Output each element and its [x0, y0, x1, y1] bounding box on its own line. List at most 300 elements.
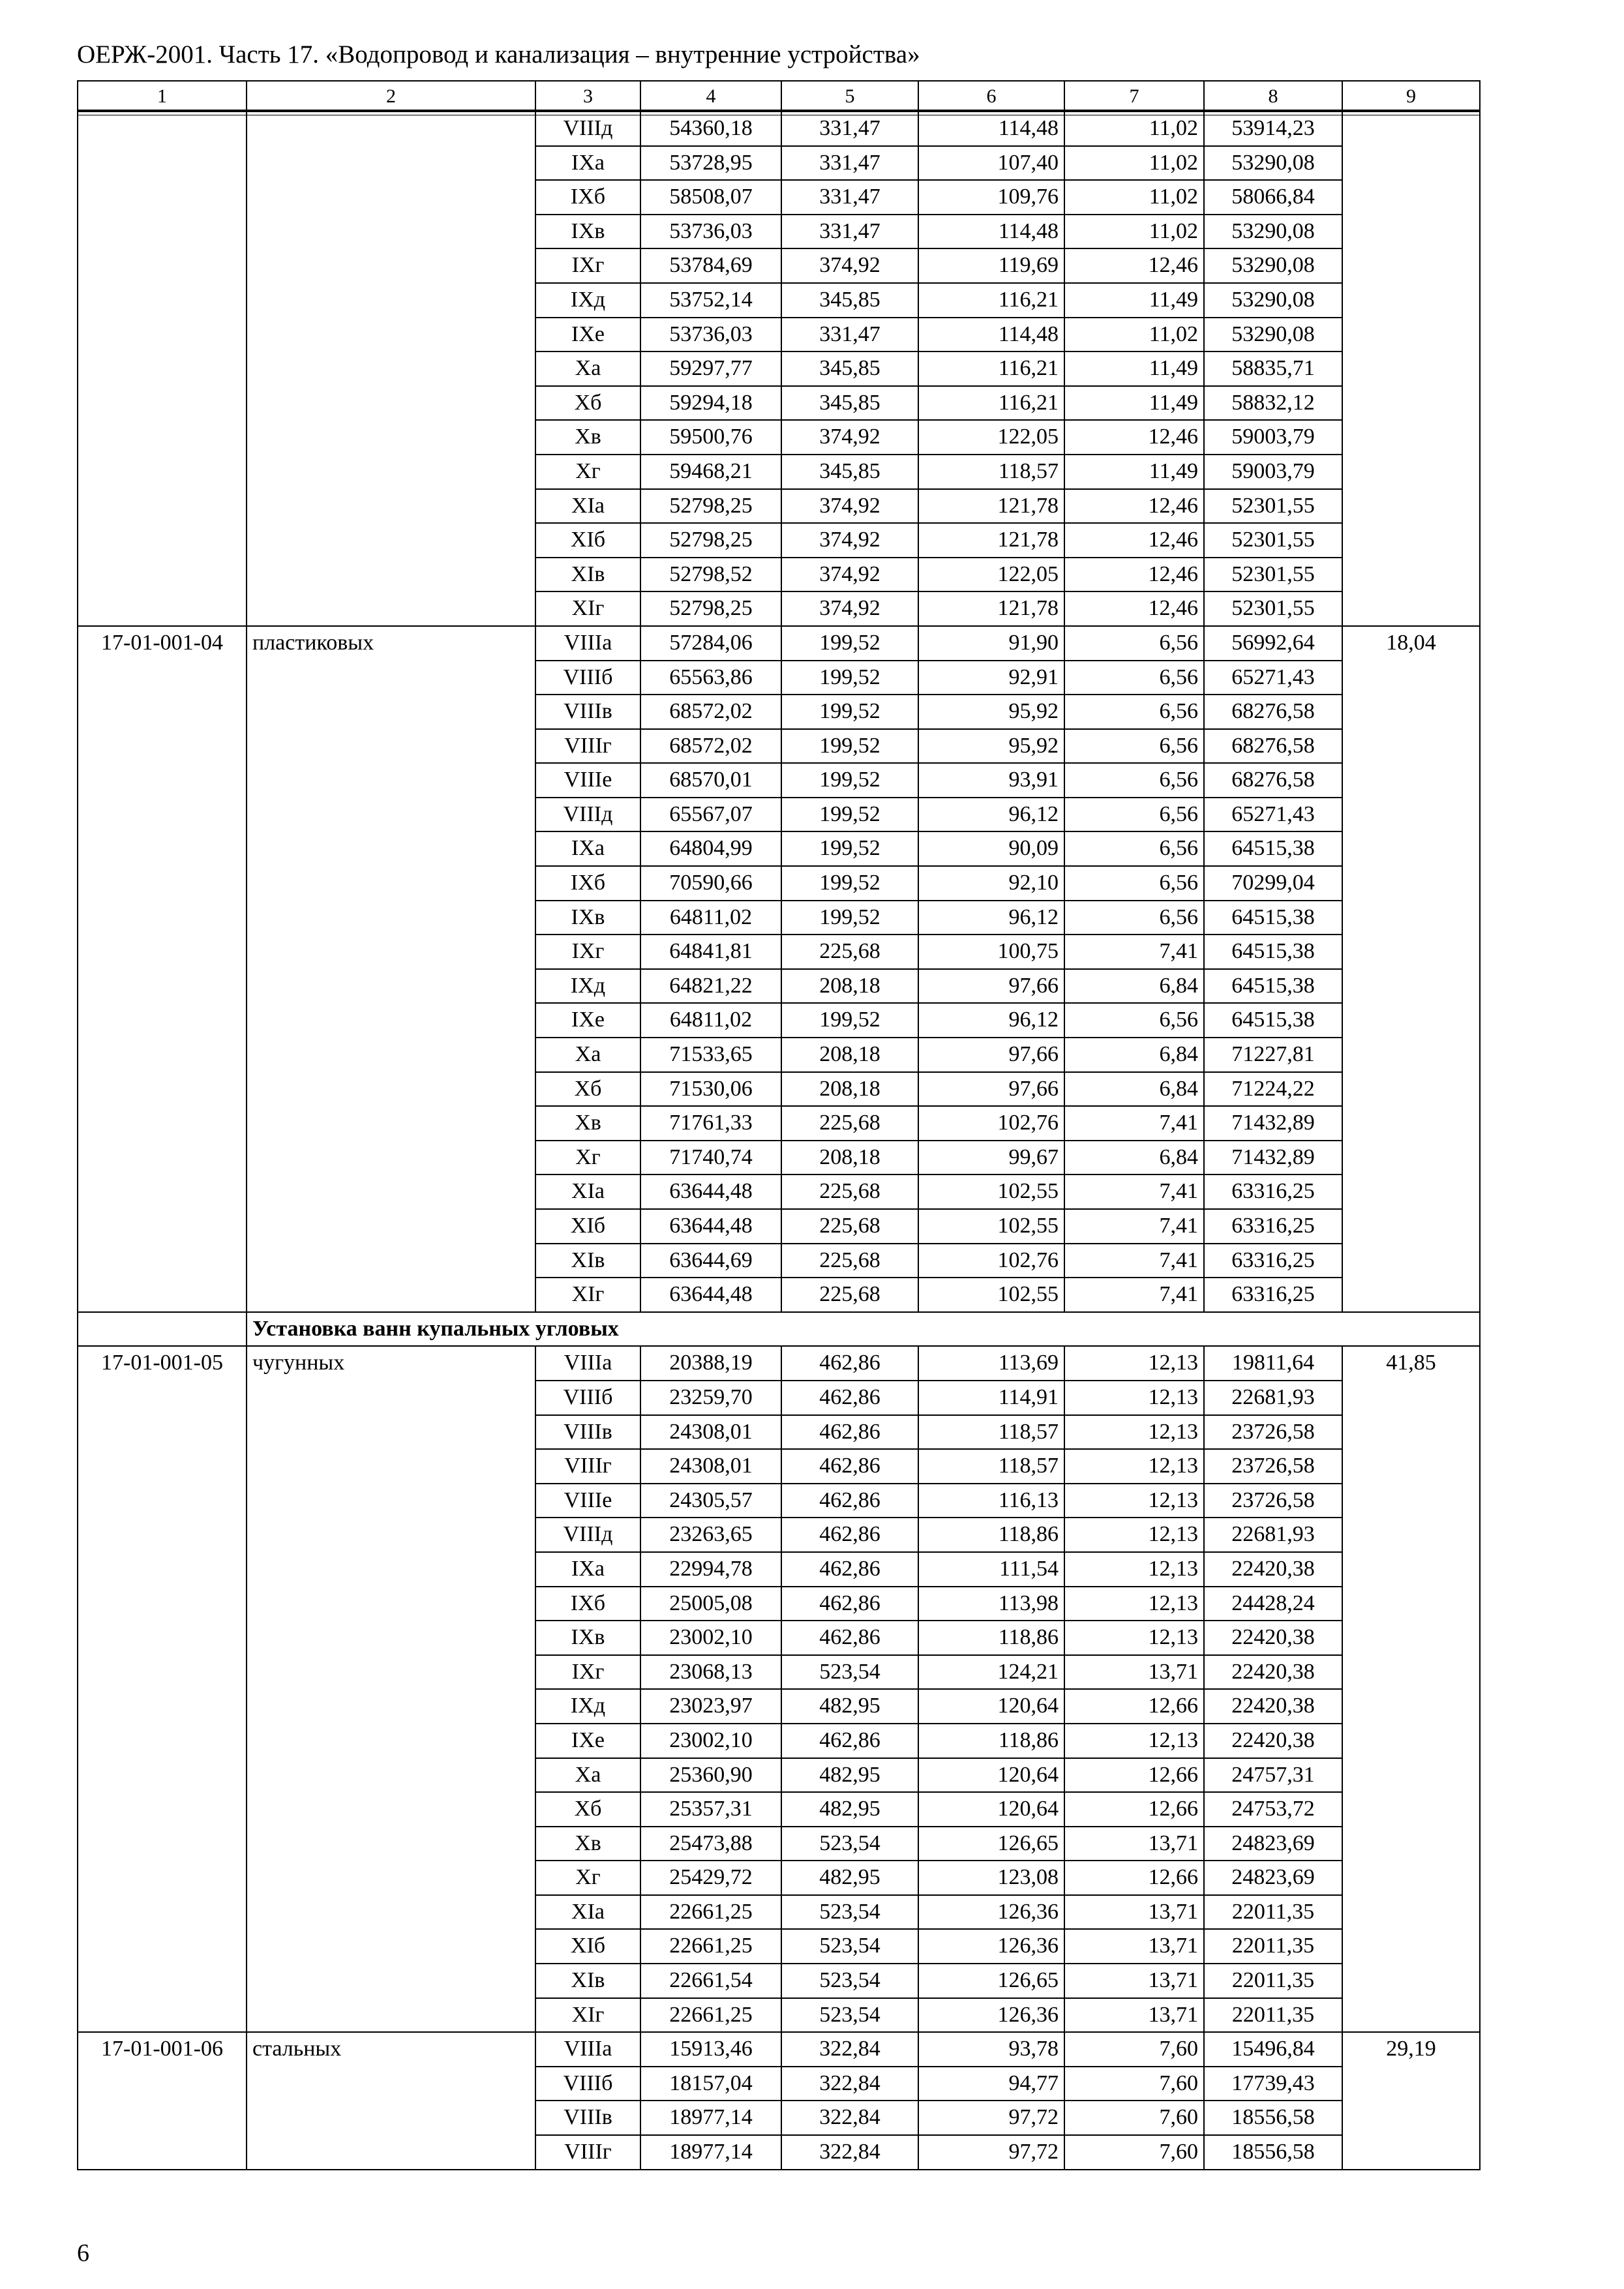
zone-cell: XIв — [535, 1964, 640, 1998]
materials-cell: 68276,58 — [1204, 729, 1342, 764]
materials-cell: 18556,58 — [1204, 2101, 1342, 2135]
total-cost-cell: 63644,48 — [640, 1209, 781, 1244]
machine-cost-cell: 97,72 — [918, 2101, 1064, 2135]
materials-cell: 19811,64 — [1204, 1346, 1342, 1381]
wage-cell: 199,52 — [781, 831, 918, 866]
zone-cell: Xг — [535, 1861, 640, 1895]
machine-cost-cell: 92,10 — [918, 866, 1064, 901]
machinist-wage-cell: 12,46 — [1064, 420, 1204, 455]
wage-cell: 462,86 — [781, 1552, 918, 1587]
zone-cell: VIIIб — [535, 661, 640, 695]
zone-cell: VIIIе — [535, 1484, 640, 1518]
item-code: 17-01-001-06 — [78, 2032, 247, 2169]
machinist-wage-cell: 12,13 — [1064, 1346, 1204, 1381]
wage-cell: 331,47 — [781, 215, 918, 249]
wage-cell: 345,85 — [781, 386, 918, 421]
total-cost-cell: 52798,25 — [640, 489, 781, 524]
machine-cost-cell: 126,36 — [918, 1895, 1064, 1930]
materials-cell: 22011,35 — [1204, 1895, 1342, 1930]
total-cost-cell: 18157,04 — [640, 2067, 781, 2101]
wage-cell: 462,86 — [781, 1621, 918, 1655]
zone-cell: XIг — [535, 1278, 640, 1312]
wage-cell: 523,54 — [781, 1998, 918, 2033]
wage-cell: 225,68 — [781, 1244, 918, 1278]
total-cost-cell: 71761,33 — [640, 1106, 781, 1141]
zone-cell: XIб — [535, 1929, 640, 1964]
materials-cell: 24753,72 — [1204, 1792, 1342, 1827]
machine-cost-cell: 121,78 — [918, 523, 1064, 558]
zone-cell: XIа — [535, 489, 640, 524]
machinist-wage-cell: 12,66 — [1064, 1689, 1204, 1724]
machinist-wage-cell: 12,46 — [1064, 523, 1204, 558]
total-cost-cell: 64811,02 — [640, 901, 781, 935]
total-cost-cell: 64804,99 — [640, 831, 781, 866]
wage-cell: 225,68 — [781, 1209, 918, 1244]
column-number: 8 — [1204, 81, 1342, 112]
machine-cost-cell: 114,48 — [918, 318, 1064, 352]
document-title: ОЕРЖ-2001. Часть 17. «Водопровод и канализация – внутренние устройства» — [77, 40, 920, 68]
total-cost-cell: 23263,65 — [640, 1518, 781, 1552]
machine-cost-cell: 118,57 — [918, 1449, 1064, 1484]
total-cost-cell: 54360,18 — [640, 112, 781, 146]
machine-cost-cell: 122,05 — [918, 420, 1064, 455]
machine-cost-cell: 120,64 — [918, 1689, 1064, 1724]
materials-cell: 71224,22 — [1204, 1072, 1342, 1107]
machine-cost-cell: 123,08 — [918, 1861, 1064, 1895]
zone-cell: VIIIе — [535, 763, 640, 798]
total-cost-cell: 63644,48 — [640, 1174, 781, 1209]
machinist-wage-cell: 12,46 — [1064, 591, 1204, 626]
wage-cell: 331,47 — [781, 318, 918, 352]
zone-cell: Xа — [535, 352, 640, 386]
table-body — [78, 81, 1480, 2170]
machine-cost-cell: 95,92 — [918, 695, 1064, 729]
machinist-wage-cell: 12,13 — [1064, 1484, 1204, 1518]
machinist-wage-cell: 6,56 — [1064, 695, 1204, 729]
zone-cell: Xб — [535, 386, 640, 421]
zone-cell: IXв — [535, 901, 640, 935]
total-cost-cell: 22661,25 — [640, 1929, 781, 1964]
total-cost-cell: 25357,31 — [640, 1792, 781, 1827]
materials-cell: 15496,84 — [1204, 2032, 1342, 2067]
machinist-wage-cell: 6,56 — [1064, 901, 1204, 935]
machinist-wage-cell: 12,46 — [1064, 558, 1204, 592]
total-cost-cell: 20388,19 — [640, 1346, 781, 1381]
zone-cell: IXе — [535, 318, 640, 352]
materials-cell: 71227,81 — [1204, 1038, 1342, 1072]
total-cost-cell: 59468,21 — [640, 455, 781, 489]
column-number: 2 — [247, 81, 535, 112]
zone-cell: IXв — [535, 215, 640, 249]
machinist-wage-cell: 11,49 — [1064, 455, 1204, 489]
machine-cost-cell: 118,57 — [918, 455, 1064, 489]
total-cost-cell: 25429,72 — [640, 1861, 781, 1895]
machinist-wage-cell: 12,66 — [1064, 1758, 1204, 1793]
machinist-wage-cell: 11,49 — [1064, 283, 1204, 318]
total-cost-cell: 63644,69 — [640, 1244, 781, 1278]
machinist-wage-cell: 12,13 — [1064, 1552, 1204, 1587]
zone-cell: XIг — [535, 1998, 640, 2033]
machinist-wage-cell: 11,02 — [1064, 146, 1204, 181]
machine-cost-cell: 97,72 — [918, 2135, 1064, 2170]
machine-cost-cell: 97,66 — [918, 1072, 1064, 1107]
machinist-wage-cell: 6,56 — [1064, 798, 1204, 832]
zone-cell: Xг — [535, 455, 640, 489]
materials-cell: 65271,43 — [1204, 798, 1342, 832]
table-row — [78, 626, 1480, 661]
materials-cell: 58835,71 — [1204, 352, 1342, 386]
table-row — [78, 1346, 1480, 1381]
section-title: Установка ванн купальных угловых — [247, 1312, 1480, 1347]
materials-cell: 24823,69 — [1204, 1861, 1342, 1895]
materials-cell: 22420,38 — [1204, 1621, 1342, 1655]
total-cost-cell: 23002,10 — [640, 1724, 781, 1758]
column-number: 6 — [918, 81, 1064, 112]
machinist-wage-cell: 11,49 — [1064, 386, 1204, 421]
total-cost-cell: 70590,66 — [640, 866, 781, 901]
materials-cell: 22420,38 — [1204, 1655, 1342, 1690]
total-cost-cell: 53736,03 — [640, 318, 781, 352]
labor-cost-cell: 18,04 — [1342, 626, 1480, 1312]
machinist-wage-cell: 6,84 — [1064, 1072, 1204, 1107]
machine-cost-cell: 120,64 — [918, 1758, 1064, 1793]
machinist-wage-cell: 7,60 — [1064, 2101, 1204, 2135]
table-row — [78, 112, 1480, 146]
total-cost-cell: 64841,81 — [640, 935, 781, 969]
zone-cell: VIIIа — [535, 2032, 640, 2067]
total-cost-cell: 63644,48 — [640, 1278, 781, 1312]
machinist-wage-cell: 12,13 — [1064, 1381, 1204, 1415]
wage-cell: 322,84 — [781, 2067, 918, 2101]
table-row — [78, 2032, 1480, 2067]
zone-cell: Xб — [535, 1072, 640, 1107]
total-cost-cell: 23023,97 — [640, 1689, 781, 1724]
zone-cell: IXа — [535, 831, 640, 866]
machinist-wage-cell: 7,41 — [1064, 935, 1204, 969]
materials-cell: 24823,69 — [1204, 1827, 1342, 1861]
materials-cell: 23726,58 — [1204, 1449, 1342, 1484]
total-cost-cell: 23068,13 — [640, 1655, 781, 1690]
total-cost-cell: 68570,01 — [640, 763, 781, 798]
wage-cell: 374,92 — [781, 420, 918, 455]
zone-cell: XIб — [535, 523, 640, 558]
materials-cell: 56992,64 — [1204, 626, 1342, 661]
page-header — [77, 37, 1479, 73]
zone-cell: IXб — [535, 1587, 640, 1621]
total-cost-cell: 59294,18 — [640, 386, 781, 421]
machinist-wage-cell: 6,56 — [1064, 626, 1204, 661]
wage-cell: 199,52 — [781, 661, 918, 695]
total-cost-cell: 25005,08 — [640, 1587, 781, 1621]
machine-cost-cell: 116,21 — [918, 352, 1064, 386]
labor-cost-cell: 29,19 — [1342, 2032, 1480, 2169]
zone-cell: IXб — [535, 180, 640, 215]
wage-cell: 199,52 — [781, 1003, 918, 1038]
machine-cost-cell: 91,90 — [918, 626, 1064, 661]
materials-cell: 22011,35 — [1204, 1998, 1342, 2033]
machinist-wage-cell: 13,71 — [1064, 1827, 1204, 1861]
total-cost-cell: 64811,02 — [640, 1003, 781, 1038]
zone-cell: IXд — [535, 969, 640, 1004]
total-cost-cell: 71740,74 — [640, 1141, 781, 1175]
wage-cell: 462,86 — [781, 1484, 918, 1518]
zone-cell: XIа — [535, 1895, 640, 1930]
total-cost-cell: 24308,01 — [640, 1415, 781, 1450]
wage-cell: 523,54 — [781, 1827, 918, 1861]
machine-cost-cell: 114,91 — [918, 1381, 1064, 1415]
zone-cell: VIIIв — [535, 1415, 640, 1450]
wage-cell: 523,54 — [781, 1964, 918, 1998]
total-cost-cell: 68572,02 — [640, 695, 781, 729]
wage-cell: 199,52 — [781, 695, 918, 729]
zone-cell: Xв — [535, 1827, 640, 1861]
total-cost-cell: 23259,70 — [640, 1381, 781, 1415]
materials-cell: 53290,08 — [1204, 283, 1342, 318]
machinist-wage-cell: 7,60 — [1064, 2067, 1204, 2101]
materials-cell: 68276,58 — [1204, 763, 1342, 798]
machine-cost-cell: 93,78 — [918, 2032, 1064, 2067]
zone-cell: Xг — [535, 1141, 640, 1175]
wage-cell: 462,86 — [781, 1346, 918, 1381]
total-cost-cell: 18977,14 — [640, 2135, 781, 2170]
machine-cost-cell: 118,57 — [918, 1415, 1064, 1450]
materials-cell: 68276,58 — [1204, 695, 1342, 729]
total-cost-cell: 58508,07 — [640, 180, 781, 215]
materials-cell: 64515,38 — [1204, 901, 1342, 935]
wage-cell: 523,54 — [781, 1895, 918, 1930]
machine-cost-cell: 96,12 — [918, 1003, 1064, 1038]
zone-cell: XIв — [535, 558, 640, 592]
machinist-wage-cell: 12,13 — [1064, 1724, 1204, 1758]
zone-cell: Xа — [535, 1758, 640, 1793]
zone-cell: XIв — [535, 1244, 640, 1278]
total-cost-cell: 53752,14 — [640, 283, 781, 318]
machinist-wage-cell: 6,84 — [1064, 1038, 1204, 1072]
materials-cell: 22420,38 — [1204, 1689, 1342, 1724]
materials-cell: 63316,25 — [1204, 1174, 1342, 1209]
wage-cell: 322,84 — [781, 2032, 918, 2067]
materials-cell: 63316,25 — [1204, 1209, 1342, 1244]
wage-cell: 482,95 — [781, 1758, 918, 1793]
materials-cell: 63316,25 — [1204, 1278, 1342, 1312]
wage-cell: 482,95 — [781, 1792, 918, 1827]
column-number-row — [78, 81, 1480, 112]
wage-cell: 225,68 — [781, 1106, 918, 1141]
zone-cell: XIг — [535, 591, 640, 626]
machine-cost-cell: 109,76 — [918, 180, 1064, 215]
machinist-wage-cell: 12,66 — [1064, 1861, 1204, 1895]
rates-table — [77, 80, 1481, 2170]
zone-cell: VIIIб — [535, 2067, 640, 2101]
wage-cell: 225,68 — [781, 935, 918, 969]
zone-cell: VIIIг — [535, 1449, 640, 1484]
zone-cell: VIIIд — [535, 112, 640, 146]
machine-cost-cell: 97,66 — [918, 969, 1064, 1004]
materials-cell: 52301,55 — [1204, 489, 1342, 524]
materials-cell: 64515,38 — [1204, 1003, 1342, 1038]
machinist-wage-cell: 7,41 — [1064, 1244, 1204, 1278]
machinist-wage-cell: 13,71 — [1064, 1998, 1204, 2033]
materials-cell: 53290,08 — [1204, 248, 1342, 283]
column-number: 9 — [1342, 81, 1480, 112]
machinist-wage-cell: 11,02 — [1064, 215, 1204, 249]
machinist-wage-cell: 6,56 — [1064, 729, 1204, 764]
materials-cell: 71432,89 — [1204, 1106, 1342, 1141]
zone-cell: IXд — [535, 1689, 640, 1724]
machinist-wage-cell: 13,71 — [1064, 1929, 1204, 1964]
machine-cost-cell: 113,98 — [918, 1587, 1064, 1621]
zone-cell: VIIIв — [535, 695, 640, 729]
machine-cost-cell: 126,65 — [918, 1964, 1064, 1998]
wage-cell: 374,92 — [781, 489, 918, 524]
total-cost-cell: 57284,06 — [640, 626, 781, 661]
total-cost-cell: 53784,69 — [640, 248, 781, 283]
zone-cell: IXд — [535, 283, 640, 318]
machinist-wage-cell: 6,56 — [1064, 1003, 1204, 1038]
machine-cost-cell: 94,77 — [918, 2067, 1064, 2101]
machine-cost-cell: 107,40 — [918, 146, 1064, 181]
materials-cell: 22681,93 — [1204, 1381, 1342, 1415]
wage-cell: 345,85 — [781, 352, 918, 386]
total-cost-cell: 65563,86 — [640, 661, 781, 695]
machine-cost-cell: 121,78 — [918, 591, 1064, 626]
wage-cell: 462,86 — [781, 1518, 918, 1552]
total-cost-cell: 24305,57 — [640, 1484, 781, 1518]
machine-cost-cell: 102,55 — [918, 1278, 1064, 1312]
total-cost-cell: 25473,88 — [640, 1827, 781, 1861]
materials-cell: 53914,23 — [1204, 112, 1342, 146]
machinist-wage-cell: 12,13 — [1064, 1518, 1204, 1552]
machine-cost-cell: 116,13 — [918, 1484, 1064, 1518]
machinist-wage-cell: 7,41 — [1064, 1106, 1204, 1141]
materials-cell: 17739,43 — [1204, 2067, 1342, 2101]
item-code: 17-01-001-04 — [78, 626, 247, 1312]
materials-cell: 63316,25 — [1204, 1244, 1342, 1278]
column-number: 4 — [640, 81, 781, 112]
machinist-wage-cell: 6,84 — [1064, 1141, 1204, 1175]
wage-cell: 482,95 — [781, 1861, 918, 1895]
machinist-wage-cell: 6,56 — [1064, 661, 1204, 695]
materials-cell: 22681,93 — [1204, 1518, 1342, 1552]
zone-cell: IXа — [535, 146, 640, 181]
materials-cell: 70299,04 — [1204, 866, 1342, 901]
machine-cost-cell: 118,86 — [918, 1621, 1064, 1655]
wage-cell: 199,52 — [781, 866, 918, 901]
total-cost-cell: 22661,25 — [640, 1998, 781, 2033]
zone-cell: Xв — [535, 1106, 640, 1141]
machine-cost-cell: 121,78 — [918, 489, 1064, 524]
materials-cell: 23726,58 — [1204, 1484, 1342, 1518]
wage-cell: 374,92 — [781, 591, 918, 626]
machine-cost-cell: 90,09 — [918, 831, 1064, 866]
wage-cell: 523,54 — [781, 1929, 918, 1964]
materials-cell: 53290,08 — [1204, 146, 1342, 181]
total-cost-cell: 52798,25 — [640, 523, 781, 558]
materials-cell: 65271,43 — [1204, 661, 1342, 695]
zone-cell: IXг — [535, 248, 640, 283]
wage-cell: 199,52 — [781, 901, 918, 935]
zone-cell: VIIIб — [535, 1381, 640, 1415]
zone-cell: VIIIа — [535, 626, 640, 661]
total-cost-cell: 53728,95 — [640, 146, 781, 181]
wage-cell: 225,68 — [781, 1278, 918, 1312]
machine-cost-cell: 114,48 — [918, 112, 1064, 146]
column-number: 3 — [535, 81, 640, 112]
machinist-wage-cell: 12,13 — [1064, 1587, 1204, 1621]
machinist-wage-cell: 11,02 — [1064, 112, 1204, 146]
column-number: 1 — [78, 81, 247, 112]
wage-cell: 374,92 — [781, 558, 918, 592]
wage-cell: 374,92 — [781, 248, 918, 283]
wage-cell: 331,47 — [781, 146, 918, 181]
total-cost-cell: 59297,77 — [640, 352, 781, 386]
total-cost-cell: 22661,25 — [640, 1895, 781, 1930]
machinist-wage-cell: 13,71 — [1064, 1895, 1204, 1930]
zone-cell: VIIIг — [535, 2135, 640, 2170]
wage-cell: 199,52 — [781, 763, 918, 798]
machine-cost-cell: 92,91 — [918, 661, 1064, 695]
total-cost-cell: 25360,90 — [640, 1758, 781, 1793]
materials-cell: 24757,31 — [1204, 1758, 1342, 1793]
total-cost-cell: 68572,02 — [640, 729, 781, 764]
machine-cost-cell: 102,55 — [918, 1209, 1064, 1244]
machinist-wage-cell: 11,49 — [1064, 352, 1204, 386]
materials-cell: 64515,38 — [1204, 935, 1342, 969]
column-number: 7 — [1064, 81, 1204, 112]
machine-cost-cell: 100,75 — [918, 935, 1064, 969]
wage-cell: 345,85 — [781, 283, 918, 318]
machinist-wage-cell: 12,13 — [1064, 1449, 1204, 1484]
machinist-wage-cell: 7,60 — [1064, 2135, 1204, 2170]
machinist-wage-cell: 12,46 — [1064, 489, 1204, 524]
machine-cost-cell: 102,76 — [918, 1244, 1064, 1278]
total-cost-cell: 15913,46 — [640, 2032, 781, 2067]
materials-cell: 52301,55 — [1204, 558, 1342, 592]
wage-cell: 462,86 — [781, 1724, 918, 1758]
machine-cost-cell: 116,21 — [918, 386, 1064, 421]
materials-cell: 59003,79 — [1204, 455, 1342, 489]
machinist-wage-cell: 6,56 — [1064, 866, 1204, 901]
wage-cell: 208,18 — [781, 1072, 918, 1107]
wage-cell: 462,86 — [781, 1415, 918, 1450]
item-name: пластиковых — [247, 626, 535, 1312]
wage-cell: 482,95 — [781, 1689, 918, 1724]
total-cost-cell: 23002,10 — [640, 1621, 781, 1655]
item-name: стальных — [247, 2032, 535, 2169]
materials-cell: 23726,58 — [1204, 1415, 1342, 1450]
wage-cell: 331,47 — [781, 112, 918, 146]
machine-cost-cell: 99,67 — [918, 1141, 1064, 1175]
zone-cell: IXе — [535, 1003, 640, 1038]
zone-cell: Xб — [535, 1792, 640, 1827]
item-name: чугунных — [247, 1346, 535, 2032]
zone-cell: VIIIа — [535, 1346, 640, 1381]
item-name — [247, 112, 535, 626]
materials-cell: 52301,55 — [1204, 591, 1342, 626]
wage-cell: 331,47 — [781, 180, 918, 215]
materials-cell: 22011,35 — [1204, 1929, 1342, 1964]
total-cost-cell: 52798,25 — [640, 591, 781, 626]
total-cost-cell: 59500,76 — [640, 420, 781, 455]
total-cost-cell: 64821,22 — [640, 969, 781, 1004]
wage-cell: 322,84 — [781, 2101, 918, 2135]
zone-cell: IXа — [535, 1552, 640, 1587]
total-cost-cell: 71533,65 — [640, 1038, 781, 1072]
wage-cell: 462,86 — [781, 1449, 918, 1484]
machinist-wage-cell: 7,60 — [1064, 2032, 1204, 2067]
wage-cell: 523,54 — [781, 1655, 918, 1690]
zone-cell: VIIIг — [535, 729, 640, 764]
